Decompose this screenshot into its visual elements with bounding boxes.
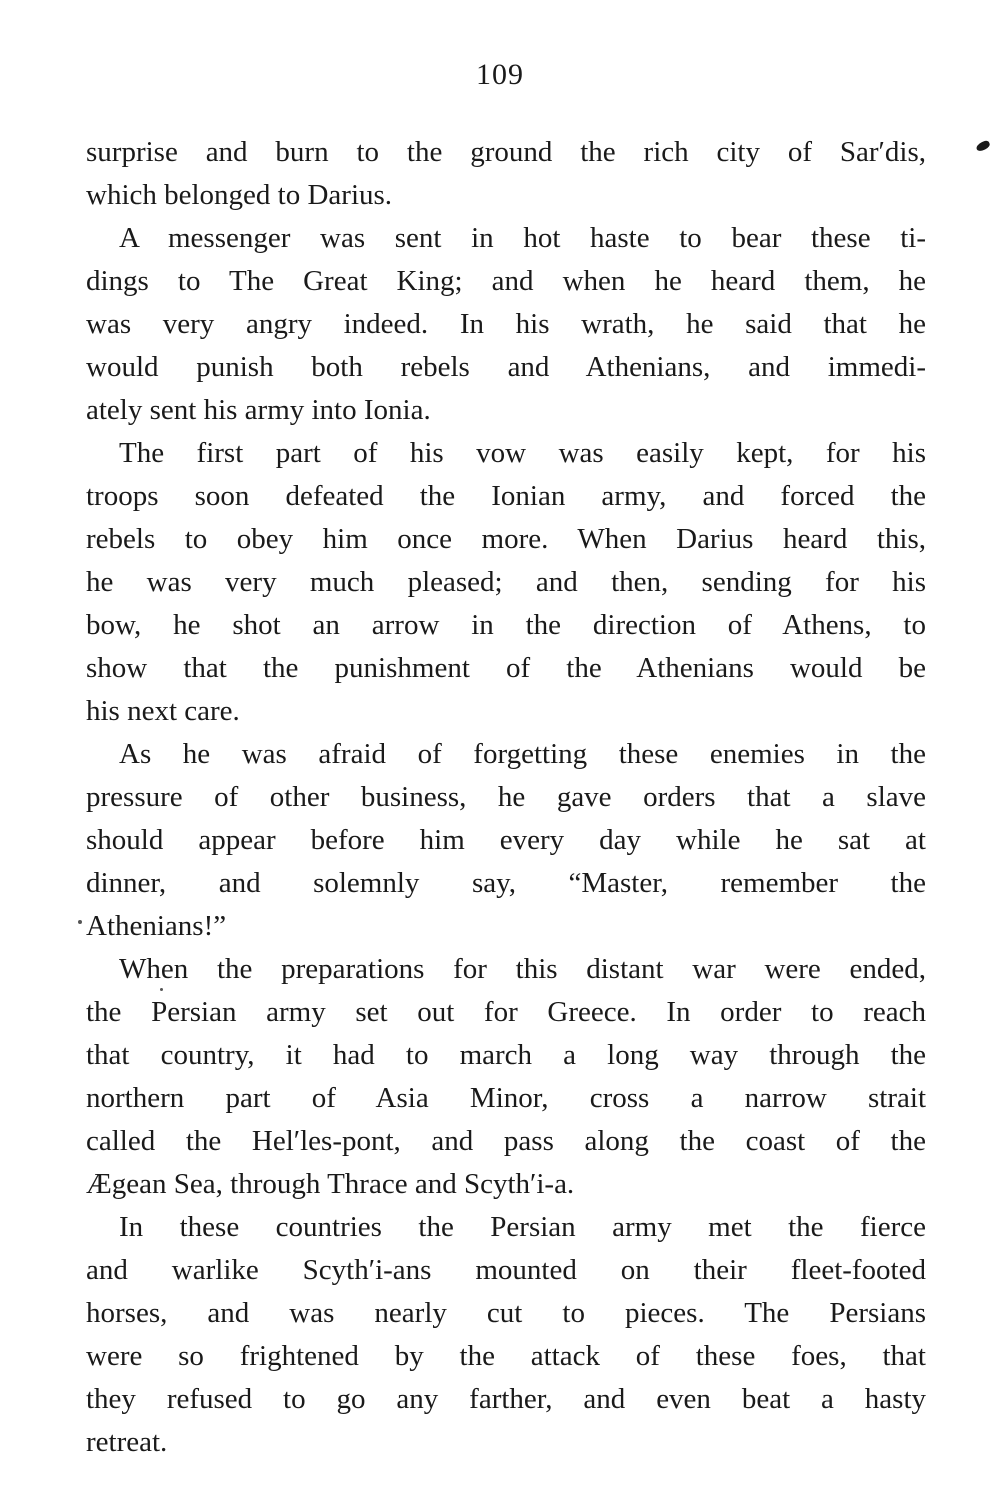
paragraph bbox=[86, 217, 926, 432]
text-line: that country, it had to march a long way through the bbox=[86, 1039, 926, 1071]
ink-speck bbox=[78, 920, 82, 924]
paragraph bbox=[86, 948, 926, 1206]
text-line: troops soon defeated the Ionian army, and forced the bbox=[86, 480, 926, 512]
body-text bbox=[86, 131, 926, 1464]
text-line: were so frightened by the attack of these foes, that bbox=[86, 1340, 926, 1372]
text-line: dinner, and solemnly say, “Master, remember the bbox=[86, 867, 926, 899]
text-line: In these countries the Persian army met the fierce bbox=[119, 1211, 926, 1243]
text-line: bow, he shot an arrow in the direction of Athens, to bbox=[86, 609, 926, 641]
text-line: the Persian army set out for Greece. In order to reach bbox=[86, 996, 926, 1028]
text-line: was very angry indeed. In his wrath, he said that he bbox=[86, 308, 926, 340]
text-line: called the Hel′les-pont, and pass along the coast of the bbox=[86, 1125, 926, 1157]
text-line: As he was afraid of forgetting these enemies in the bbox=[119, 738, 926, 770]
text-line: pressure of other business, he gave orders that a slave bbox=[86, 781, 926, 813]
text-line: rebels to obey him once more. When Darius heard this, bbox=[86, 523, 926, 555]
text-line: When the preparations for this distant war were ended, bbox=[119, 953, 926, 985]
text-line: dings to The Great King; and when he heard them, he bbox=[86, 265, 926, 297]
text-line: retreat. bbox=[86, 1426, 168, 1458]
text-line: they refused to go any farther, and even beat a hasty bbox=[86, 1383, 926, 1415]
text-line: would punish both rebels and Athenians, and immedi- bbox=[86, 351, 926, 383]
ink-blot-mark bbox=[975, 139, 991, 152]
paragraph bbox=[86, 131, 926, 217]
text-line: The first part of his vow was easily kept, for his bbox=[119, 437, 926, 469]
text-line: show that the punishment of the Athenians would be bbox=[86, 652, 926, 684]
paragraph bbox=[86, 733, 926, 948]
text-line: and warlike Scyth′i-ans mounted on their fleet-footed bbox=[86, 1254, 926, 1286]
text-line: Ægean Sea, through Thrace and Scyth′i-a. bbox=[86, 1168, 575, 1200]
text-line: horses, and was nearly cut to pieces. The Persians bbox=[86, 1297, 926, 1329]
text-line: he was very much pleased; and then, sending for his bbox=[86, 566, 926, 598]
paragraph bbox=[86, 432, 926, 733]
text-line: surprise and burn to the ground the rich city of Sar′dis, bbox=[86, 136, 926, 168]
text-line: should appear before him every day while he sat at bbox=[86, 824, 926, 856]
page-number: 109 bbox=[476, 58, 524, 91]
text-line: A messenger was sent in hot haste to bear these ti- bbox=[119, 222, 926, 254]
text-line: northern part of Asia Minor, cross a narrow strait bbox=[86, 1082, 926, 1114]
text-line: Athenians!” bbox=[86, 910, 227, 942]
text-line: which belonged to Darius. bbox=[86, 179, 393, 211]
paragraph bbox=[86, 1206, 926, 1464]
text-line: his next care. bbox=[86, 695, 240, 727]
text-line: ately sent his army into Ionia. bbox=[86, 394, 431, 426]
